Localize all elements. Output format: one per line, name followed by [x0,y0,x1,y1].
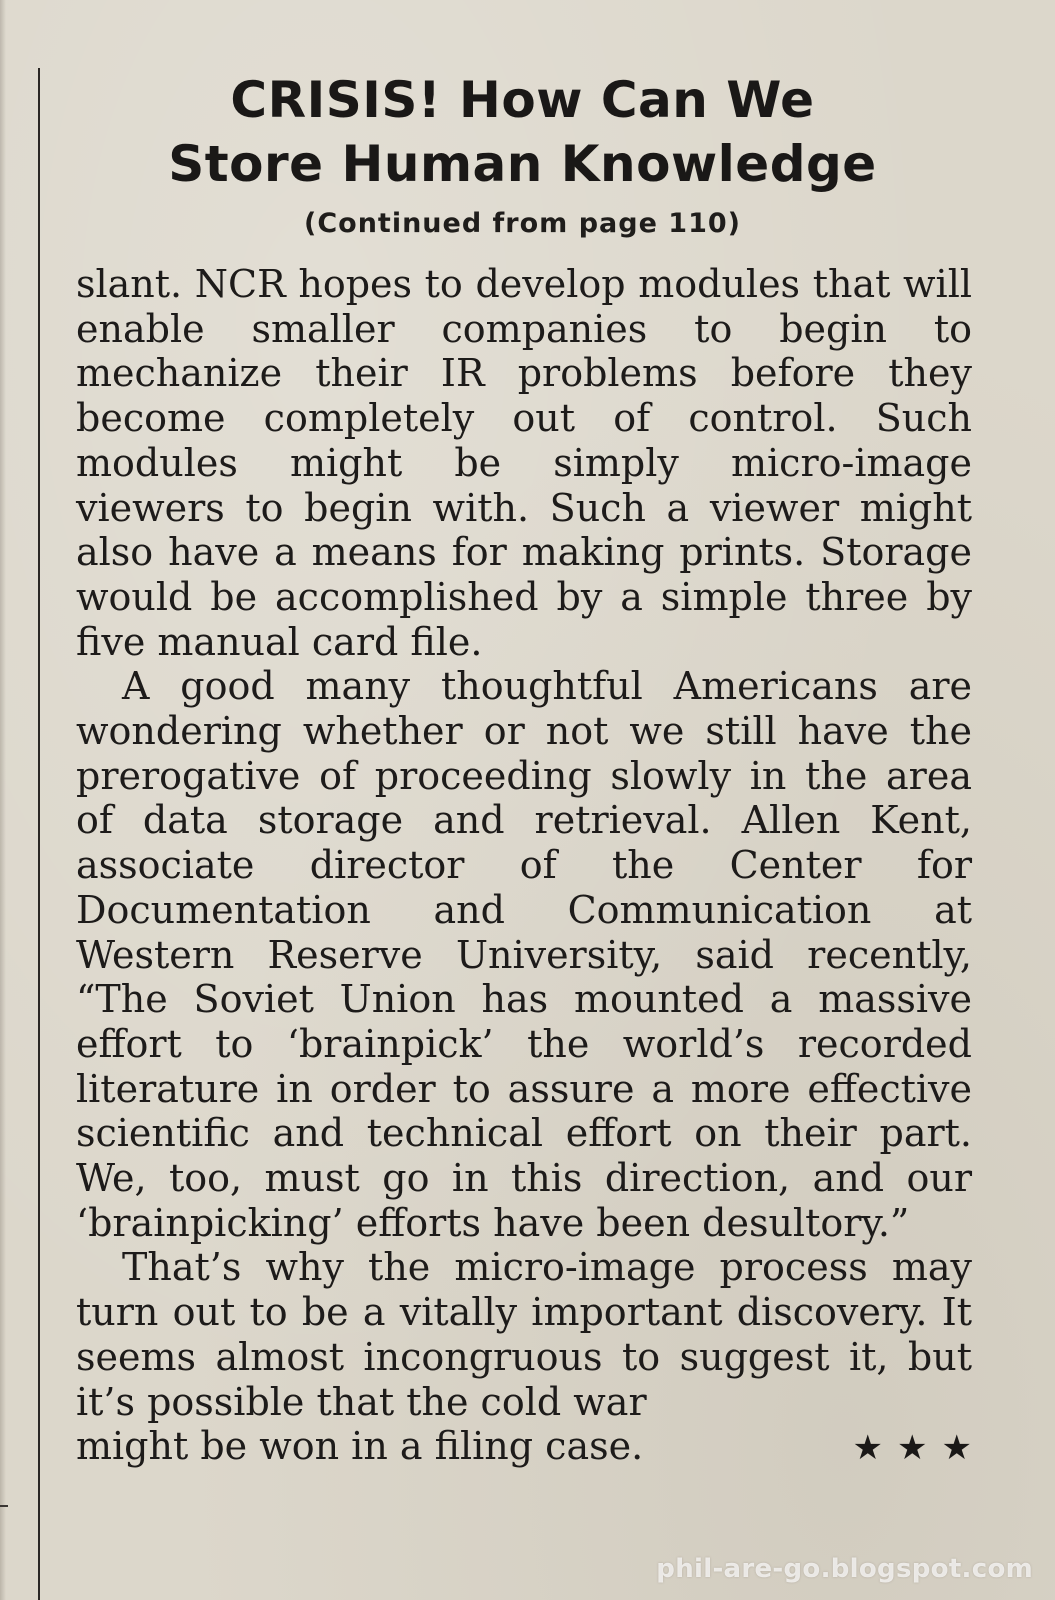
end-mark-stars: ★★★ [852,1428,986,1469]
article-headline [60,68,985,196]
margin-tick [0,1505,8,1507]
paragraph-1: slant. NCR hopes to develop modules that will enable smaller companies to begin to mechanize their IR problems before they become completely out of control. Such modules might be simply micro-image viewers to begin with. Such a viewer might also have a means for making prints. Storage would be accomplished by a simple three by five manual card file. [76,262,972,664]
blog-watermark: phil-are-go.blogspot.com [656,1554,1033,1584]
headline-line-1: CRISIS! How Can We [230,71,815,129]
paragraph-2: A good many thoughtful Americans are wondering whether or not we still have the prerogative of proceeding slowly in the area of data storage and retrieval. Allen Kent, associate director of the Center for Documentation and Communication at Western Reserve University, said recently, “The Soviet Union has mounted a massive effort to ‘brainpick’ the world’s recorded literature in order to assure a more effective scientific and technical effort on their part. We, too, must go in this direction, and our ‘brainpicking’ efforts have been desultory.” [76,664,972,1245]
article-body [76,262,986,1471]
page-edge-shadow [0,0,6,1600]
continued-note: (Continued from page 110) [303,208,741,239]
headline-line-2: Store Human Knowledge [168,135,877,193]
closing-line [76,1424,986,1471]
paragraph-3: That’s why the micro-image process may turn out to be a vitally important discovery. It seems almost incongruous to suggest it, but it’s possible that the cold war [76,1245,972,1424]
final-sentence: might be won in a filing case. [76,1424,644,1469]
column-rule [38,68,40,1600]
